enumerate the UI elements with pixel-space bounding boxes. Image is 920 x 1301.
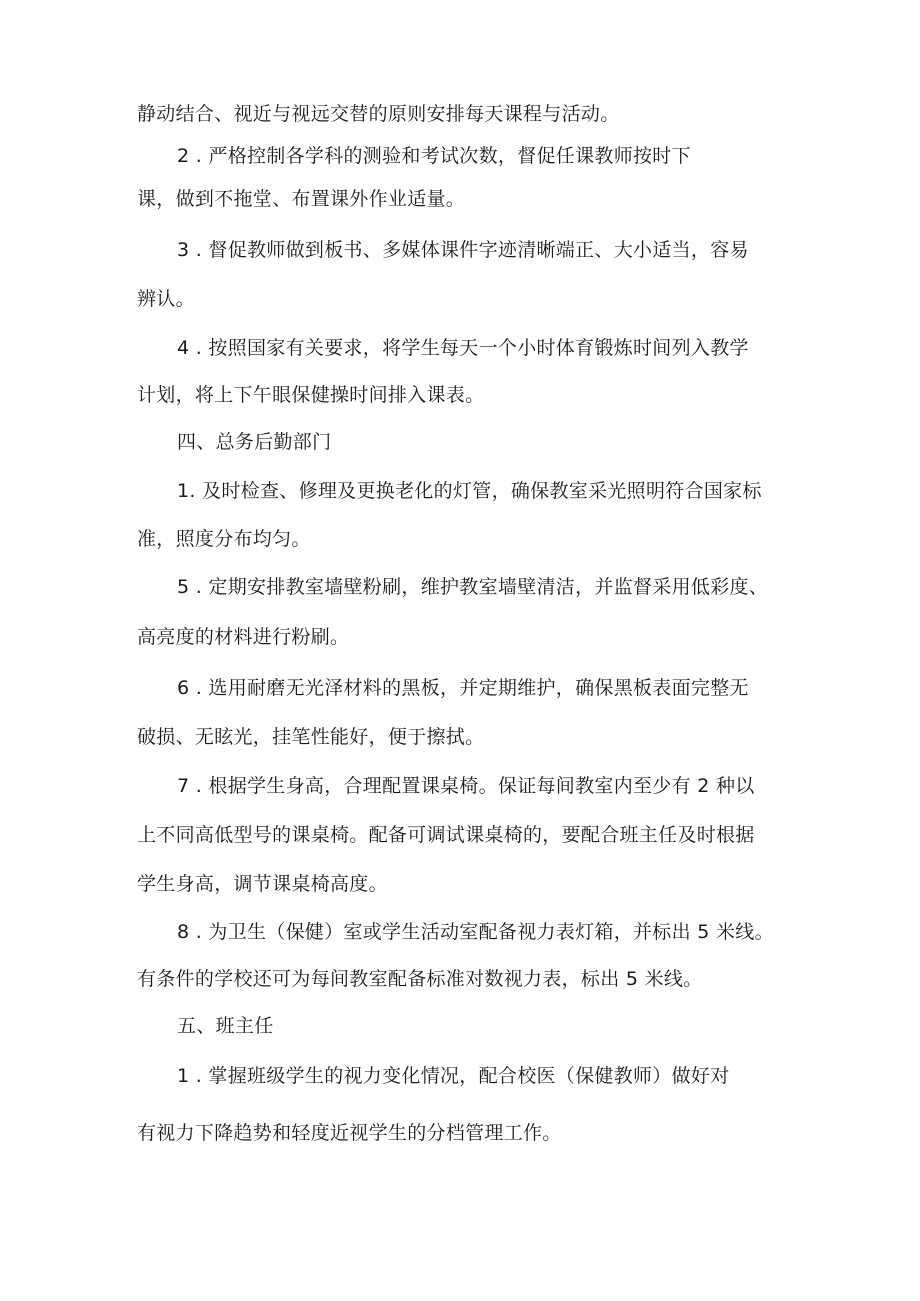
- section-heading: 四、总务后勤部门: [177, 431, 332, 453]
- text-line: 上不同高低型号的课桌椅。配备可调试课桌椅的，要配合班主任及时根据: [137, 824, 755, 846]
- text-line: 破损、无眩光，挂笔性能好，便于擦拭。: [137, 726, 485, 748]
- text-line: 学生身高，调节课桌椅高度。: [137, 873, 388, 895]
- text-line: 7 . 根据学生身高，合理配置课桌椅。保证每间教室内至少有 2 种以: [177, 775, 755, 797]
- text-line: 2 . 严格控制各学科的测验和考试次数，督促任课教师按时下: [177, 145, 691, 167]
- text-line: 6 . 选用耐磨无光泽材料的黑板，并定期维护，确保黑板表面完整无: [177, 677, 749, 699]
- text-line: 有条件的学校还可为每间教室配备标准对数视力表，标出 5 米线。: [137, 968, 703, 990]
- text-line: 8 . 为卫生（保健）室或学生活动室配备视力表灯箱，并标出 5 米线。: [177, 921, 774, 943]
- text-line: 辨认。: [137, 288, 195, 310]
- text-line: 5 . 定期安排教室墙壁粉刷，维护教室墙壁清洁，并监督采用低彩度、: [177, 576, 769, 598]
- text-line: 静动结合、视近与视远交替的原则安排每天课程与活动。: [137, 103, 620, 125]
- text-line: 3 . 督促教师做到板书、多媒体课件字迹清晰端正、大小适当，容易: [177, 239, 749, 261]
- text-line: 计划，将上下午眼保健操时间排入课表。: [137, 384, 485, 406]
- text-line: 课，做到不拖堂、布置课外作业适量。: [137, 188, 466, 210]
- text-line: 有视力下降趋势和轻度近视学生的分档管理工作。: [137, 1122, 562, 1144]
- text-line: 高亮度的材料进行粉刷。: [137, 626, 350, 648]
- text-line: 准，照度分布均匀。: [137, 528, 311, 550]
- section-heading: 五、班主任: [177, 1015, 274, 1037]
- text-line: 4 . 按照国家有关要求，将学生每天一个小时体育锻炼时间列入教学: [177, 337, 749, 359]
- text-line: 1. 及时检查、修理及更换老化的灯管，确保教室采光照明符合国家标: [177, 480, 762, 502]
- text-line: 1 . 掌握班级学生的视力变化情况，配合校医（保健教师）做好对: [177, 1065, 730, 1087]
